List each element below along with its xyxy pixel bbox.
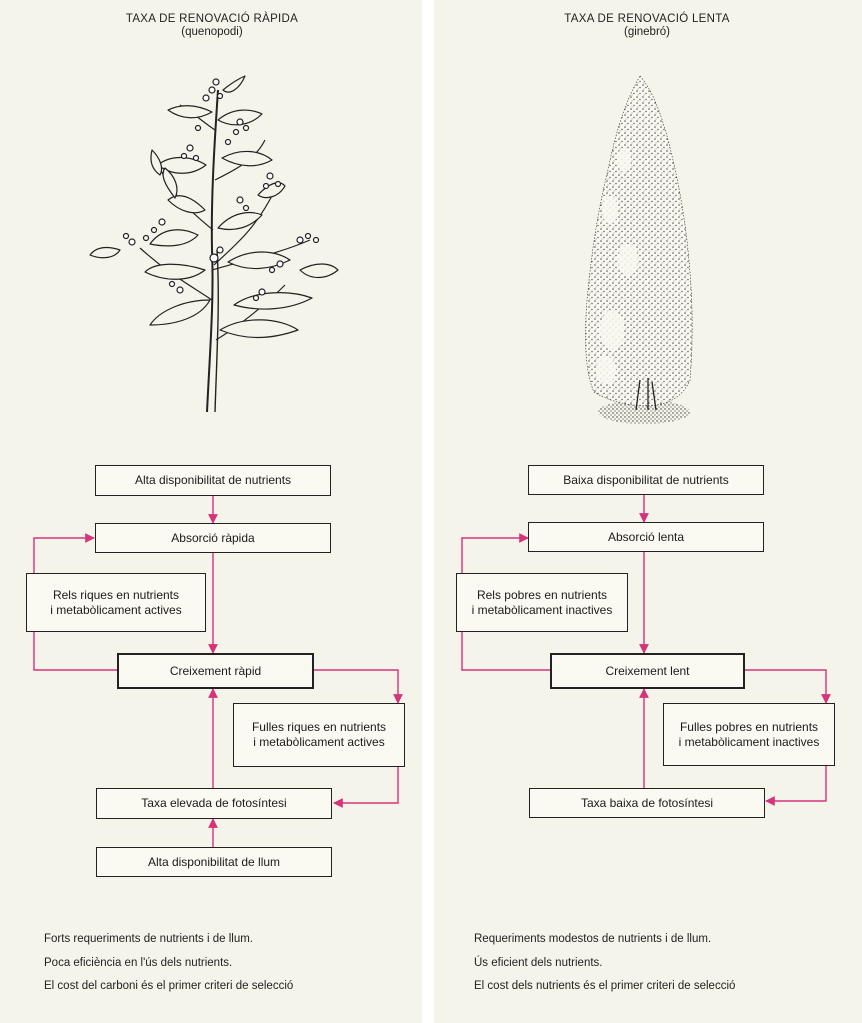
left-absorption-box — [95, 523, 331, 553]
left-photosynthesis-box — [96, 788, 332, 819]
left-roots-line1: Rels riques en nutrients — [52, 587, 180, 602]
right-note-2: Ús eficient dels nutrients. — [474, 957, 603, 969]
right-photosynthesis-box — [529, 788, 765, 818]
right-growth-label: Creixement lent — [605, 663, 690, 678]
right-absorption-box — [528, 522, 764, 552]
left-growth-label: Creixement ràpid — [169, 663, 262, 678]
left-absorption-label: Absorció ràpida — [171, 530, 255, 545]
left-note-3: El cost del carboni és el primer criteri de selecció — [44, 980, 294, 992]
right-note-1: Requeriments modestos de nutrients i de llum. — [474, 933, 712, 945]
left-light-box — [96, 847, 332, 877]
left-leaves-line1: Fulles riques en nutrients — [251, 720, 387, 734]
left-subtitle: (quenopodi) — [181, 26, 243, 38]
left-nutrients-label: Alta disponibilitat de nutrients — [134, 473, 292, 487]
right-roots-line1: Rels pobres en nutrients — [476, 587, 608, 602]
panel-divider — [422, 0, 434, 1023]
right-roots-box — [456, 573, 628, 632]
left-roots-box — [26, 573, 206, 632]
right-nutrients-box — [528, 465, 764, 495]
right-note-3: El cost dels nutrients és el primer criteri de selecció — [474, 980, 736, 992]
panel-slow-turnover — [434, 0, 862, 1023]
right-subtitle: (ginebró) — [623, 26, 671, 38]
right-leaves-line1: Fulles pobres en nutrients — [679, 719, 819, 734]
left-note-1: Forts requeriments de nutrients i de llum. — [44, 933, 254, 945]
right-leaves-box — [663, 703, 835, 766]
right-roots-line2: i metabòlicament inactives — [471, 602, 613, 617]
left-nutrients-box — [95, 465, 331, 496]
left-light-label: Alta disponibilitat de llum — [147, 854, 281, 869]
right-nutrients-label: Baixa disponibilitat de nutrients — [563, 472, 729, 487]
left-title: TAXA DE RENOVACIÓ RÀPIDA — [125, 13, 299, 25]
right-absorption-label: Absorció lenta — [607, 529, 685, 544]
right-title: TAXA DE RENOVACIÓ LENTA — [564, 13, 730, 25]
left-leaves-box — [233, 703, 405, 767]
left-note-2: Poca eficiència en l'ús dels nutrients. — [44, 957, 233, 969]
left-leaves-line2: i metabòlicament actives — [253, 735, 385, 749]
right-leaves-line2: i metabòlicament inactives — [678, 734, 820, 749]
left-roots-line2: i metabòlicament actives — [50, 602, 182, 617]
right-photosynthesis-label: Taxa baixa de fotosíntesi — [580, 795, 714, 810]
left-photosynthesis-label: Taxa elevada de fotosíntesi — [141, 796, 287, 810]
right-growth-box — [550, 653, 745, 689]
left-growth-box — [117, 653, 314, 689]
